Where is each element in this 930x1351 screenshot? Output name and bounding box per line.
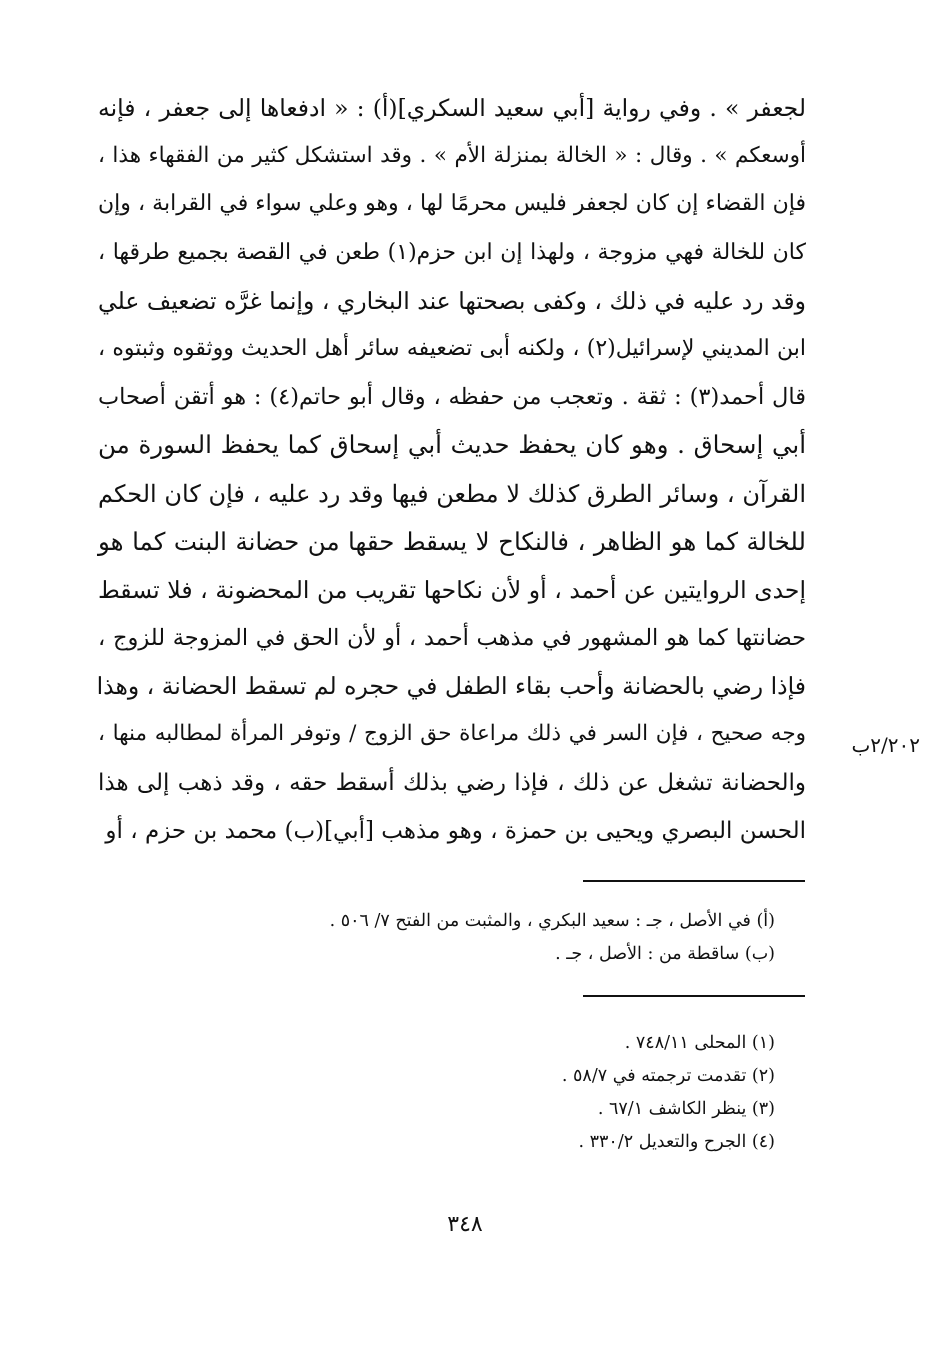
text-line-13: فإذا رضي بالحضانة وأحب بقاء الطفل في حجره لم تسقط الحضانة ، وهذا [96, 672, 806, 701]
text-line-10: للخالة كما هو الظاهر ، فالنكاح لا يسقط حقها من حضانة البنت كما هو [98, 526, 806, 556]
variant-note-b: (ب) ساقطة من : الأصل ، جـ . [555, 944, 775, 964]
reference-note-2: (٢) تقدمت ترجمته في ٥٨/٧ . [561, 1066, 775, 1086]
text-line-11: إحدى الروايتين عن أحمد ، أو لأن نكاحها تقريب من المحضونة ، فلا تسقط [98, 575, 806, 604]
text-line-14: وجه صحيح ، فإن السر في ذلك مراعاة حق الزوج / وتوفر المرأة لمطالبه منها ، [98, 721, 806, 747]
text-line-1: لجعفر » . وفي رواية [أبي سعيد السكري](أ) : « ادفعاها إلى جعفر ، فإنه [98, 94, 806, 122]
text-line-6: ابن المديني لإسرائيل(٢) ، ولكنه أبى تضعيفه سائر أهل الحديث ووثقوه وثبتوه ، [98, 335, 806, 361]
reference-note-4: (٤) الجرح والتعديل ٣٣٠/٢ . [578, 1132, 775, 1152]
text-line-8: أبي إسحاق . وهو كان يحفظ حديث أبي إسحاق كما يحفظ السورة من [98, 430, 806, 460]
variant-note-a: (أ) في الأصل ، جـ : سعيد البكري ، والمثبت من الفتح ٧/ ٥٠٦ . [329, 911, 775, 931]
text-line-12: حضانتها كما هو المشهور في مذهب أحمد ، أو لأن الحق في المزوجة للزوج ، [98, 625, 806, 652]
footnote-separator-variants [583, 880, 805, 882]
reference-note-3: (٣) ينظر الكاشف ٦٧/١ . [597, 1099, 775, 1119]
text-line-7: قال أحمد(٣) : ثقة . وتعجب من حفظه ، وقال أبو حاتم(٤) : هو أتقن أصحاب [98, 384, 806, 411]
text-line-9: القرآن ، وسائر الطرق كذلك لا مطعن فيها وقد رد عليه ، فإن كان الحكم [98, 479, 806, 508]
reference-footnotes [215, 1027, 775, 1159]
reference-note-1: (١) المحلى ٧٤٨/١١ . [624, 1033, 775, 1053]
text-line-15: والحضانة تشغل عن ذلك ، فإذا رضي بذلك أسقط حقه ، وقد ذهب إلى هذا [98, 769, 806, 796]
footnote-separator-references [583, 995, 805, 997]
page-number: ٣٤٨ [447, 1212, 483, 1237]
variant-footnotes [215, 905, 775, 971]
text-line-2: أوسعكم » . وقال : « الخالة بمنزلة الأم » . وقد استشكل كثير من الفقهاء هذا ، [98, 143, 806, 169]
main-text-block [98, 84, 806, 855]
text-line-3: فإن القضاء إن كان لجعفر فليس محرمًا لها ، وهو وعلي سواء في القرابة ، وإن [98, 191, 806, 217]
manuscript-folio-marker: ٢/٢٠٢ب [851, 733, 920, 757]
text-line-4: كان للخالة فهي مزوجة ، ولهذا إن ابن حزم(١) طعن في القصة بجميع طرقها ، [98, 239, 806, 265]
text-line-5: وقد رد عليه في ذلك ، وكفى بصحتها عند البخاري ، وإنما غرَّه تضعيف علي [98, 286, 806, 315]
text-line-16: الحسن البصري ويحيى بن حمزة ، وهو مذهب [أبي](ب) محمد بن حزم ، أو [105, 817, 806, 844]
